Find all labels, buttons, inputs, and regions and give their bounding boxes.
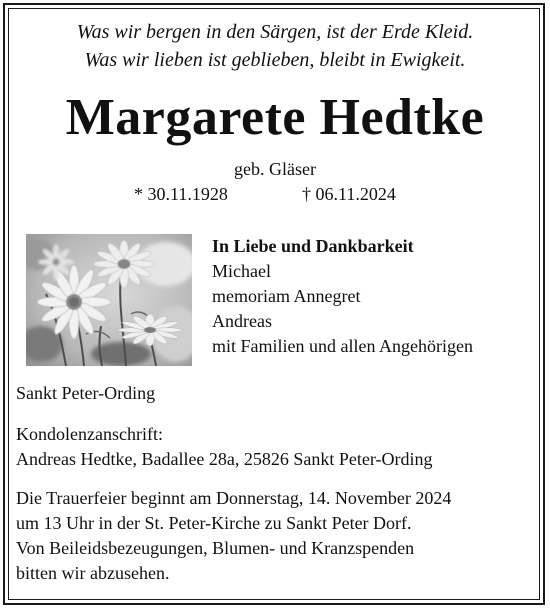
deceased-name: Margarete Hedtke <box>65 89 485 146</box>
mourners-heading: In Liebe und Dankbarkeit <box>212 236 414 256</box>
daisy-flowers-photo <box>26 234 192 366</box>
place-name: Sankt Peter-Ording <box>16 383 156 403</box>
condolence-label: Kondolenzanschrift: <box>16 424 163 444</box>
mourner-line: mit Familien und allen Angehörigen <box>212 336 473 356</box>
condolence-block <box>16 422 433 472</box>
mourners-block <box>212 234 473 359</box>
verse-line-2: Was wir lieben ist geblieben, bleibt in Ewigkeit. <box>84 49 466 71</box>
mourner-line: memoriam Annegret <box>212 286 361 306</box>
death-date: † 06.11.2024 <box>302 184 396 204</box>
notice-line: um 13 Uhr in der St. Peter-Kirche zu Sankt Peter Dorf. <box>16 513 412 533</box>
notice-line: bitten wir abzusehen. <box>16 563 170 583</box>
notice-line: Von Beileidsbezeugungen, Blumen- und Kranzspenden <box>16 538 415 558</box>
mourner-line: Michael <box>212 261 271 281</box>
condolence-address: Andreas Hedtke, Badallee 28a, 25826 Sankt Peter-Ording <box>16 449 433 469</box>
memorial-verse <box>0 18 550 74</box>
birth-name: geb. Gläser <box>234 159 316 179</box>
funeral-notice <box>16 486 451 586</box>
birth-date: * 30.11.1928 <box>134 184 228 204</box>
verse-line-1: Was wir bergen in den Särgen, ist der Erde Kleid. <box>76 21 474 43</box>
mourner-line: Andreas <box>212 311 272 331</box>
notice-line: Die Trauerfeier beginnt am Donnerstag, 14. November 2024 <box>16 488 452 508</box>
